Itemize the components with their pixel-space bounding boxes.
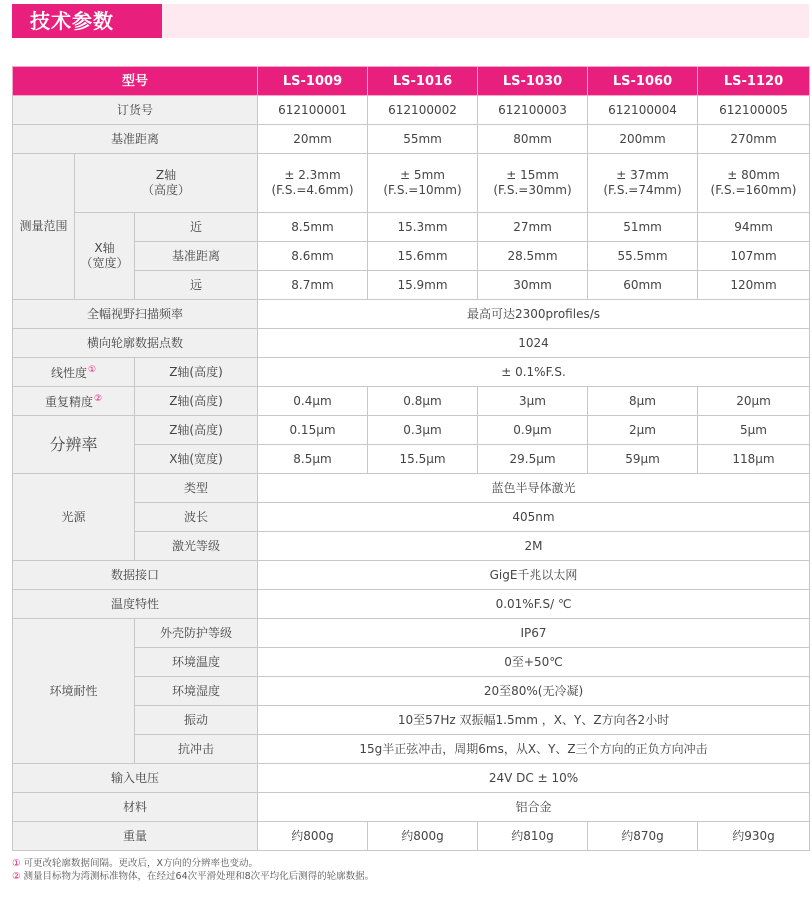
row-label: 数据接口 [13, 561, 258, 590]
sub-label: 抗冲击 [135, 735, 258, 764]
page-title: 技术参数 [12, 4, 162, 38]
cell: 15.9mm [368, 271, 478, 300]
cell: 8.7mm [258, 271, 368, 300]
cell: 405nm [258, 503, 810, 532]
value-line: ± 5mm [400, 168, 445, 182]
cell: 15.6mm [368, 242, 478, 271]
sub-label [75, 154, 258, 213]
sub-label: 远 [135, 271, 258, 300]
table-row [13, 329, 810, 358]
value-line: ± 37mm [616, 168, 669, 182]
model-cell: LS-1030 [478, 67, 588, 96]
value-line: (F.S.=10mm) [383, 183, 462, 197]
sub-label: 基准距离 [135, 242, 258, 271]
sub-label: Z轴(高度) [135, 387, 258, 416]
header-row [13, 67, 810, 96]
table-row [13, 154, 810, 213]
table-row [13, 300, 810, 329]
row-label: 横向轮廓数据点数 [13, 329, 258, 358]
cell: 118µm [698, 445, 810, 474]
footnote-text: 测量目标物为湾测标准物体，在经过64次平滑处理和8次平均化后测得的轮廓数据。 [23, 871, 375, 882]
sub-label: 波长 [135, 503, 258, 532]
footnote-mark: ① [12, 858, 21, 869]
sub-label: 近 [135, 213, 258, 242]
value-line: (F.S.=30mm) [493, 183, 572, 197]
model-cell: LS-1016 [368, 67, 478, 96]
footnote-mark: ① [87, 365, 97, 375]
cell: 2µm [588, 416, 698, 445]
cell: 30mm [478, 271, 588, 300]
row-label: 环境耐性 [13, 619, 135, 764]
cell: 60mm [588, 271, 698, 300]
cell: 15g半正弦冲击，周期6ms，从X、Y、Z三个方向的正负方向冲击 [258, 735, 810, 764]
value-line: (F.S.=74mm) [603, 183, 682, 197]
cell: 80mm [478, 125, 588, 154]
cell: 59µm [588, 445, 698, 474]
table-row [13, 213, 810, 242]
row-label: 光源 [13, 474, 135, 561]
cell [478, 154, 588, 213]
footnotes [12, 857, 374, 883]
cell: 200mm [588, 125, 698, 154]
row-label [13, 387, 135, 416]
value-line: (F.S.=160mm) [710, 183, 797, 197]
table-row [13, 561, 810, 590]
header-label: 型号 [13, 67, 258, 96]
footnote [12, 857, 374, 870]
cell: 107mm [698, 242, 810, 271]
cell: 612100002 [368, 96, 478, 125]
table-row [13, 619, 810, 648]
cell: 0.4µm [258, 387, 368, 416]
footnote [12, 870, 374, 883]
model-cell: LS-1120 [698, 67, 810, 96]
table-row [13, 358, 810, 387]
footnote-mark: ② [12, 871, 21, 882]
row-label [13, 358, 135, 387]
z-axis-label: Z轴 [155, 168, 177, 182]
table-row [13, 793, 810, 822]
cell [368, 154, 478, 213]
cell: 0.01%F.S/ ℃ [258, 590, 810, 619]
sub-label: 外壳防护等级 [135, 619, 258, 648]
row-label: 温度特性 [13, 590, 258, 619]
row-label: 测量范围 [13, 154, 75, 300]
row-label: 基准距离 [13, 125, 258, 154]
sub-label [75, 213, 135, 300]
cell: 3µm [478, 387, 588, 416]
table-row [13, 590, 810, 619]
cell: 8.5mm [258, 213, 368, 242]
cell: 最高可达2300profiles/s [258, 300, 810, 329]
cell: 612100001 [258, 96, 368, 125]
cell: 20至80%(无冷凝) [258, 677, 810, 706]
sub-label: Z轴(高度) [135, 416, 258, 445]
table-row [13, 387, 810, 416]
row-label: 分辨率 [13, 416, 135, 474]
cell: 约810g [478, 822, 588, 851]
cell: 20mm [258, 125, 368, 154]
value-line: (F.S.=4.6mm) [271, 183, 354, 197]
cell [258, 154, 368, 213]
sub-label: 类型 [135, 474, 258, 503]
cell: 铝合金 [258, 793, 810, 822]
cell: 94mm [698, 213, 810, 242]
cell: 0.3µm [368, 416, 478, 445]
value-line: ± 15mm [506, 168, 559, 182]
model-cell: LS-1009 [258, 67, 368, 96]
cell: 蓝色半导体激光 [258, 474, 810, 503]
cell: 0至+50℃ [258, 648, 810, 677]
row-label: 材料 [13, 793, 258, 822]
repeatability-label: 重复精度 [44, 395, 93, 409]
cell: 29.5µm [478, 445, 588, 474]
cell: 2M [258, 532, 810, 561]
cell: 24V DC ± 10% [258, 764, 810, 793]
sub-label: Z轴(高度) [135, 358, 258, 387]
footnote-text: 可更改轮廓数据间隔。更改后，X方向的分辨率也变动。 [23, 858, 259, 869]
sub-label: 激光等级 [135, 532, 258, 561]
title-bar [12, 4, 809, 38]
x-axis-label: X轴 [94, 241, 115, 255]
z-axis-sublabel: （高度） [142, 183, 191, 197]
cell: GigE千兆以太网 [258, 561, 810, 590]
row-label: 订货号 [13, 96, 258, 125]
cell: 0.8µm [368, 387, 478, 416]
linearity-label: 线性度 [50, 366, 87, 380]
cell: 8.6mm [258, 242, 368, 271]
cell: 15.3mm [368, 213, 478, 242]
cell: 约800g [258, 822, 368, 851]
cell: 0.9µm [478, 416, 588, 445]
cell: 20µm [698, 387, 810, 416]
cell: 612100005 [698, 96, 810, 125]
cell [588, 154, 698, 213]
cell: 55mm [368, 125, 478, 154]
cell: 120mm [698, 271, 810, 300]
cell: 27mm [478, 213, 588, 242]
table-row [13, 416, 810, 445]
cell: 51mm [588, 213, 698, 242]
cell: 8µm [588, 387, 698, 416]
cell: 612100004 [588, 96, 698, 125]
cell: 55.5mm [588, 242, 698, 271]
cell: IP67 [258, 619, 810, 648]
row-label: 全幅视野扫描频率 [13, 300, 258, 329]
footnote-mark: ② [93, 394, 103, 404]
table-row [13, 822, 810, 851]
cell: 0.15µm [258, 416, 368, 445]
cell: 约800g [368, 822, 478, 851]
value-line: ± 2.3mm [284, 168, 341, 182]
cell: 约930g [698, 822, 810, 851]
spec-table [12, 66, 810, 851]
row-label: 输入电压 [13, 764, 258, 793]
cell: 15.5µm [368, 445, 478, 474]
sub-label: 振动 [135, 706, 258, 735]
cell: 8.5µm [258, 445, 368, 474]
table-row [13, 125, 810, 154]
cell: 28.5mm [478, 242, 588, 271]
cell: 10至57Hz 双振幅1.5mm ，X、Y、Z方向各2小时 [258, 706, 810, 735]
cell: 约870g [588, 822, 698, 851]
table-row [13, 96, 810, 125]
value-line: ± 80mm [727, 168, 780, 182]
cell: ± 0.1%F.S. [258, 358, 810, 387]
cell [698, 154, 810, 213]
sub-label: 环境温度 [135, 648, 258, 677]
cell: 5µm [698, 416, 810, 445]
cell: 612100003 [478, 96, 588, 125]
sub-label: 环境湿度 [135, 677, 258, 706]
table-row [13, 764, 810, 793]
table-row [13, 474, 810, 503]
cell: 1024 [258, 329, 810, 358]
x-axis-sublabel: （宽度） [80, 256, 129, 270]
model-cell: LS-1060 [588, 67, 698, 96]
row-label: 重量 [13, 822, 258, 851]
cell: 270mm [698, 125, 810, 154]
sub-label: X轴(宽度) [135, 445, 258, 474]
